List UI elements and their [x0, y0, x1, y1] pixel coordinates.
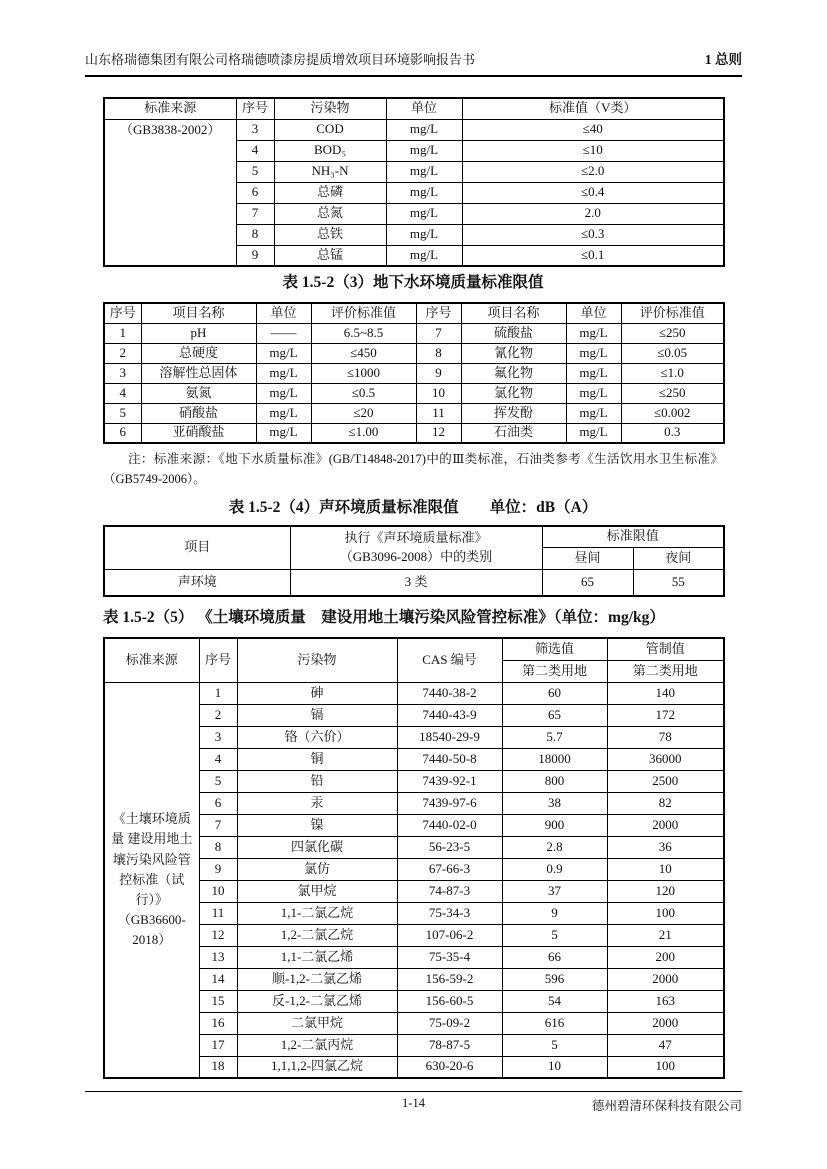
- cell: ≤450: [311, 343, 416, 363]
- cell: mg/L: [256, 363, 311, 383]
- table-row: [104, 682, 724, 704]
- cell: 36: [607, 836, 724, 858]
- cell: 1,1-二氯乙烯: [237, 946, 397, 968]
- page-header: [85, 48, 742, 77]
- cell: ≤10: [462, 140, 724, 161]
- cell: 7: [236, 203, 274, 224]
- cell: 6: [199, 792, 237, 814]
- cell: 声环境: [104, 569, 290, 596]
- cell: 7: [199, 814, 237, 836]
- cell: 0.3: [621, 423, 724, 443]
- cell: 11: [199, 902, 237, 924]
- table-row: [104, 423, 724, 443]
- cell: 总铁: [274, 224, 386, 245]
- cell: 120: [607, 880, 724, 902]
- cell: 82: [607, 792, 724, 814]
- header-cell: 标准来源: [104, 98, 236, 119]
- cell: 65: [502, 704, 607, 726]
- cell: 6.5~8.5: [311, 323, 416, 343]
- cell: ≤1.0: [621, 363, 724, 383]
- cell: 8: [416, 343, 461, 363]
- cell: COD: [274, 119, 386, 140]
- header-cell: 项目: [104, 526, 290, 569]
- cell: 总氮: [274, 203, 386, 224]
- cell: 7440-02-0: [397, 814, 502, 836]
- cell: mg/L: [566, 323, 621, 343]
- header-cell: 管制值: [607, 638, 724, 660]
- cell: 砷: [237, 682, 397, 704]
- cell: 60: [502, 682, 607, 704]
- cell: 氯甲烷: [237, 880, 397, 902]
- cell: 3 类: [290, 569, 542, 596]
- header-cell: 序号: [104, 303, 141, 323]
- cell: ≤250: [621, 323, 724, 343]
- cell: 总磷: [274, 182, 386, 203]
- cell: mg/L: [386, 182, 462, 203]
- cell: 5: [502, 1034, 607, 1056]
- cell: 5.7: [502, 726, 607, 748]
- cell: 7440-43-9: [397, 704, 502, 726]
- cell: 8: [236, 224, 274, 245]
- cell: mg/L: [566, 423, 621, 443]
- cell: 氰化物: [461, 343, 566, 363]
- cell: 12: [416, 423, 461, 443]
- cell: 4: [236, 140, 274, 161]
- cell: 6: [236, 182, 274, 203]
- cell: 5: [502, 924, 607, 946]
- table-header-row: [104, 526, 724, 547]
- cell: 21: [607, 924, 724, 946]
- cell: mg/L: [386, 140, 462, 161]
- cell: mg/L: [256, 383, 311, 403]
- header-cell: 评价标准值: [621, 303, 724, 323]
- cell: 亚硝酸盐: [141, 423, 256, 443]
- header-cell: 单位: [386, 98, 462, 119]
- table-header-row: [104, 303, 724, 323]
- cell: 1,1-二氯乙烷: [237, 902, 397, 924]
- cell: mg/L: [386, 245, 462, 266]
- cell: 163: [607, 990, 724, 1012]
- cell: 172: [607, 704, 724, 726]
- cell: ≤250: [621, 383, 724, 403]
- cell: 2000: [607, 1012, 724, 1034]
- table-caption-groundwater: 表 1.5-2（3）地下水环境质量标准限值: [282, 274, 544, 291]
- cell: 6: [104, 423, 141, 443]
- header-cell: 序号: [416, 303, 461, 323]
- cell: mg/L: [566, 343, 621, 363]
- report-title: 山东格瑞德集团有限公司格瑞德喷漆房提质增效项目环境影响报告书: [85, 52, 476, 67]
- chapter-label: 1 总则: [704, 52, 742, 67]
- cell: 硝酸盐: [141, 403, 256, 423]
- cell: mg/L: [566, 383, 621, 403]
- cell: 800: [502, 770, 607, 792]
- header-line: 执行《声环境质量标准》: [344, 529, 488, 545]
- cell: 2: [199, 704, 237, 726]
- cell: 38: [502, 792, 607, 814]
- cell: 67-66-3: [397, 858, 502, 880]
- cell: 总锰: [274, 245, 386, 266]
- cell: 溶解性总固体: [141, 363, 256, 383]
- cell: 107-06-2: [397, 924, 502, 946]
- table-row: [104, 323, 724, 343]
- cell: 铜: [237, 748, 397, 770]
- table-row: [104, 403, 724, 423]
- cell: 12: [199, 924, 237, 946]
- standard-source-cell: 《土壤环境质量 建设用地土壤污染风险管控标准（试行）》（GB36600-2018）: [104, 682, 199, 1078]
- cell: 1,2-二氯丙烷: [237, 1034, 397, 1056]
- cell: 13: [199, 946, 237, 968]
- table-note: 注：标准来源：《地下水质量标准》(GB/T14848-2017)中的Ⅲ类标准，石油类参考《生活饮用水卫生标准》（GB5749-2006）。: [103, 452, 723, 486]
- cell: mg/L: [256, 343, 311, 363]
- cell: 36000: [607, 748, 724, 770]
- cell: 总硬度: [141, 343, 256, 363]
- cell: 3: [104, 363, 141, 383]
- cell: 8: [199, 836, 237, 858]
- cell: mg/L: [386, 119, 462, 140]
- cell: 75-35-4: [397, 946, 502, 968]
- cell: 氨氮: [141, 383, 256, 403]
- cell: ≤0.5: [311, 383, 416, 403]
- header-cell: 项目名称: [461, 303, 566, 323]
- cell: 100: [607, 1056, 724, 1078]
- cell: ≤1000: [311, 363, 416, 383]
- cell: 616: [502, 1012, 607, 1034]
- table-caption-soil: 表 1.5-2（5） 《土壤环境质量 建设用地土壤污染风险管控标准》（单位：mg/kg）: [103, 609, 665, 626]
- table-header-row: [104, 98, 724, 119]
- surface-water-standard-table: [103, 97, 725, 267]
- cell: 挥发酚: [461, 403, 566, 423]
- header-cell: 夜间: [633, 547, 724, 569]
- cell: pH: [141, 323, 256, 343]
- header-cell: 单位: [566, 303, 621, 323]
- cell: 汞: [237, 792, 397, 814]
- cell: 7: [416, 323, 461, 343]
- cell: ≤0.3: [462, 224, 724, 245]
- header-cell: 标准值（V类）: [462, 98, 724, 119]
- cell: 7440-38-2: [397, 682, 502, 704]
- cell: 9: [236, 245, 274, 266]
- header-cell: 第二类用地: [607, 660, 724, 682]
- cell: ≤0.002: [621, 403, 724, 423]
- cell: NH₃-N: [274, 161, 386, 182]
- cell: 石油类: [461, 423, 566, 443]
- header-cell: 污染物: [274, 98, 386, 119]
- cell: 78: [607, 726, 724, 748]
- cell: 56-23-5: [397, 836, 502, 858]
- cell: 1,2-二氯乙烷: [237, 924, 397, 946]
- cell: 18540-29-9: [397, 726, 502, 748]
- cell: 铬（六价）: [237, 726, 397, 748]
- soil-standard-table: [103, 637, 725, 1079]
- cell: 11: [416, 403, 461, 423]
- cell: 二氯甲烷: [237, 1012, 397, 1034]
- cell: mg/L: [386, 161, 462, 182]
- cell: 2: [104, 343, 141, 363]
- cell: BOD₅: [274, 140, 386, 161]
- cell: 2500: [607, 770, 724, 792]
- cell: 1: [199, 682, 237, 704]
- cell: 37: [502, 880, 607, 902]
- table-header-row: [104, 638, 724, 660]
- cell: 氯仿: [237, 858, 397, 880]
- cell: 75-09-2: [397, 1012, 502, 1034]
- cell: 9: [502, 902, 607, 924]
- cell: 3: [236, 119, 274, 140]
- cell: 反-1,2-二氯乙烯: [237, 990, 397, 1012]
- cell: 9: [416, 363, 461, 383]
- cell: 2.0: [462, 203, 724, 224]
- header-cell: 单位: [256, 303, 311, 323]
- cell: mg/L: [566, 403, 621, 423]
- cell: 镉: [237, 704, 397, 726]
- page-footer: [85, 1091, 742, 1114]
- cell: 10: [416, 383, 461, 403]
- cell: 74-87-3: [397, 880, 502, 902]
- cell: 596: [502, 968, 607, 990]
- cell: 镍: [237, 814, 397, 836]
- cell: 900: [502, 814, 607, 836]
- cell: 5: [104, 403, 141, 423]
- header-cell: CAS 编号: [397, 638, 502, 682]
- standard-source-cell: （GB3838-2002）: [104, 119, 236, 266]
- cell: 3: [199, 726, 237, 748]
- cell: 140: [607, 682, 724, 704]
- footer-company: 德州碧清环保科技有限公司: [591, 1099, 742, 1113]
- cell: 156-59-2: [397, 968, 502, 990]
- cell: 5: [236, 161, 274, 182]
- table-row: [104, 383, 724, 403]
- cell: 18000: [502, 748, 607, 770]
- header-cell: 第二类用地: [502, 660, 607, 682]
- cell: 氟化物: [461, 363, 566, 383]
- groundwater-standard-table: [103, 302, 725, 444]
- cell: 7439-92-1: [397, 770, 502, 792]
- cell: 75-34-3: [397, 902, 502, 924]
- cell: 156-60-5: [397, 990, 502, 1012]
- cell: 0.9: [502, 858, 607, 880]
- cell: ≤1.00: [311, 423, 416, 443]
- cell: 10: [607, 858, 724, 880]
- cell: ≤0.1: [462, 245, 724, 266]
- header-cell: 标准限值: [542, 526, 724, 547]
- cell: 1: [104, 323, 141, 343]
- cell: 硫酸盐: [461, 323, 566, 343]
- cell: 66: [502, 946, 607, 968]
- cell: 氯化物: [461, 383, 566, 403]
- cell: 7440-50-8: [397, 748, 502, 770]
- cell: ≤0.4: [462, 182, 724, 203]
- cell: 1,1,1,2-四氯乙烷: [237, 1056, 397, 1078]
- cell: ≤2.0: [462, 161, 724, 182]
- cell: 2000: [607, 814, 724, 836]
- table-row: [104, 343, 724, 363]
- header-cell: [290, 526, 542, 569]
- cell: 5: [199, 770, 237, 792]
- cell: 2.8: [502, 836, 607, 858]
- cell: 顺-1,2-二氯乙烯: [237, 968, 397, 990]
- cell: 55: [633, 569, 724, 596]
- table-row: [104, 119, 724, 140]
- cell: 630-20-6: [397, 1056, 502, 1078]
- table-caption-noise: 表 1.5-2（4）声环境质量标准限值 单位：dB（A）: [228, 499, 598, 516]
- cell: 铅: [237, 770, 397, 792]
- cell: 65: [542, 569, 633, 596]
- cell: ≤40: [462, 119, 724, 140]
- cell: mg/L: [256, 423, 311, 443]
- header-cell: 项目名称: [141, 303, 256, 323]
- cell: 2000: [607, 968, 724, 990]
- table-row: [104, 569, 724, 596]
- header-cell: 序号: [236, 98, 274, 119]
- cell: 4: [199, 748, 237, 770]
- cell: 15: [199, 990, 237, 1012]
- cell: ——: [256, 323, 311, 343]
- header-line: （GB3096-2008）中的类别: [339, 548, 493, 564]
- cell: 10: [199, 880, 237, 902]
- cell: ≤20: [311, 403, 416, 423]
- cell: mg/L: [386, 224, 462, 245]
- header-cell: 评价标准值: [311, 303, 416, 323]
- cell: 100: [607, 902, 724, 924]
- header-cell: 昼间: [542, 547, 633, 569]
- cell: 78-87-5: [397, 1034, 502, 1056]
- header-cell: 筛选值: [502, 638, 607, 660]
- cell: 7439-97-6: [397, 792, 502, 814]
- noise-standard-table: [103, 525, 725, 597]
- header-cell: 标准来源: [104, 638, 199, 682]
- page-content: [103, 97, 723, 1079]
- header-cell: 序号: [199, 638, 237, 682]
- cell: 17: [199, 1034, 237, 1056]
- cell: mg/L: [386, 203, 462, 224]
- cell: 200: [607, 946, 724, 968]
- page-number: 1-14: [402, 1096, 425, 1110]
- header-cell: 污染物: [237, 638, 397, 682]
- cell: 47: [607, 1034, 724, 1056]
- cell: 54: [502, 990, 607, 1012]
- cell: 10: [502, 1056, 607, 1078]
- cell: ≤0.05: [621, 343, 724, 363]
- cell: 16: [199, 1012, 237, 1034]
- cell: 9: [199, 858, 237, 880]
- cell: 四氯化碳: [237, 836, 397, 858]
- cell: mg/L: [566, 363, 621, 383]
- cell: mg/L: [256, 403, 311, 423]
- cell: 14: [199, 968, 237, 990]
- cell: 18: [199, 1056, 237, 1078]
- table-row: [104, 363, 724, 383]
- cell: 4: [104, 383, 141, 403]
